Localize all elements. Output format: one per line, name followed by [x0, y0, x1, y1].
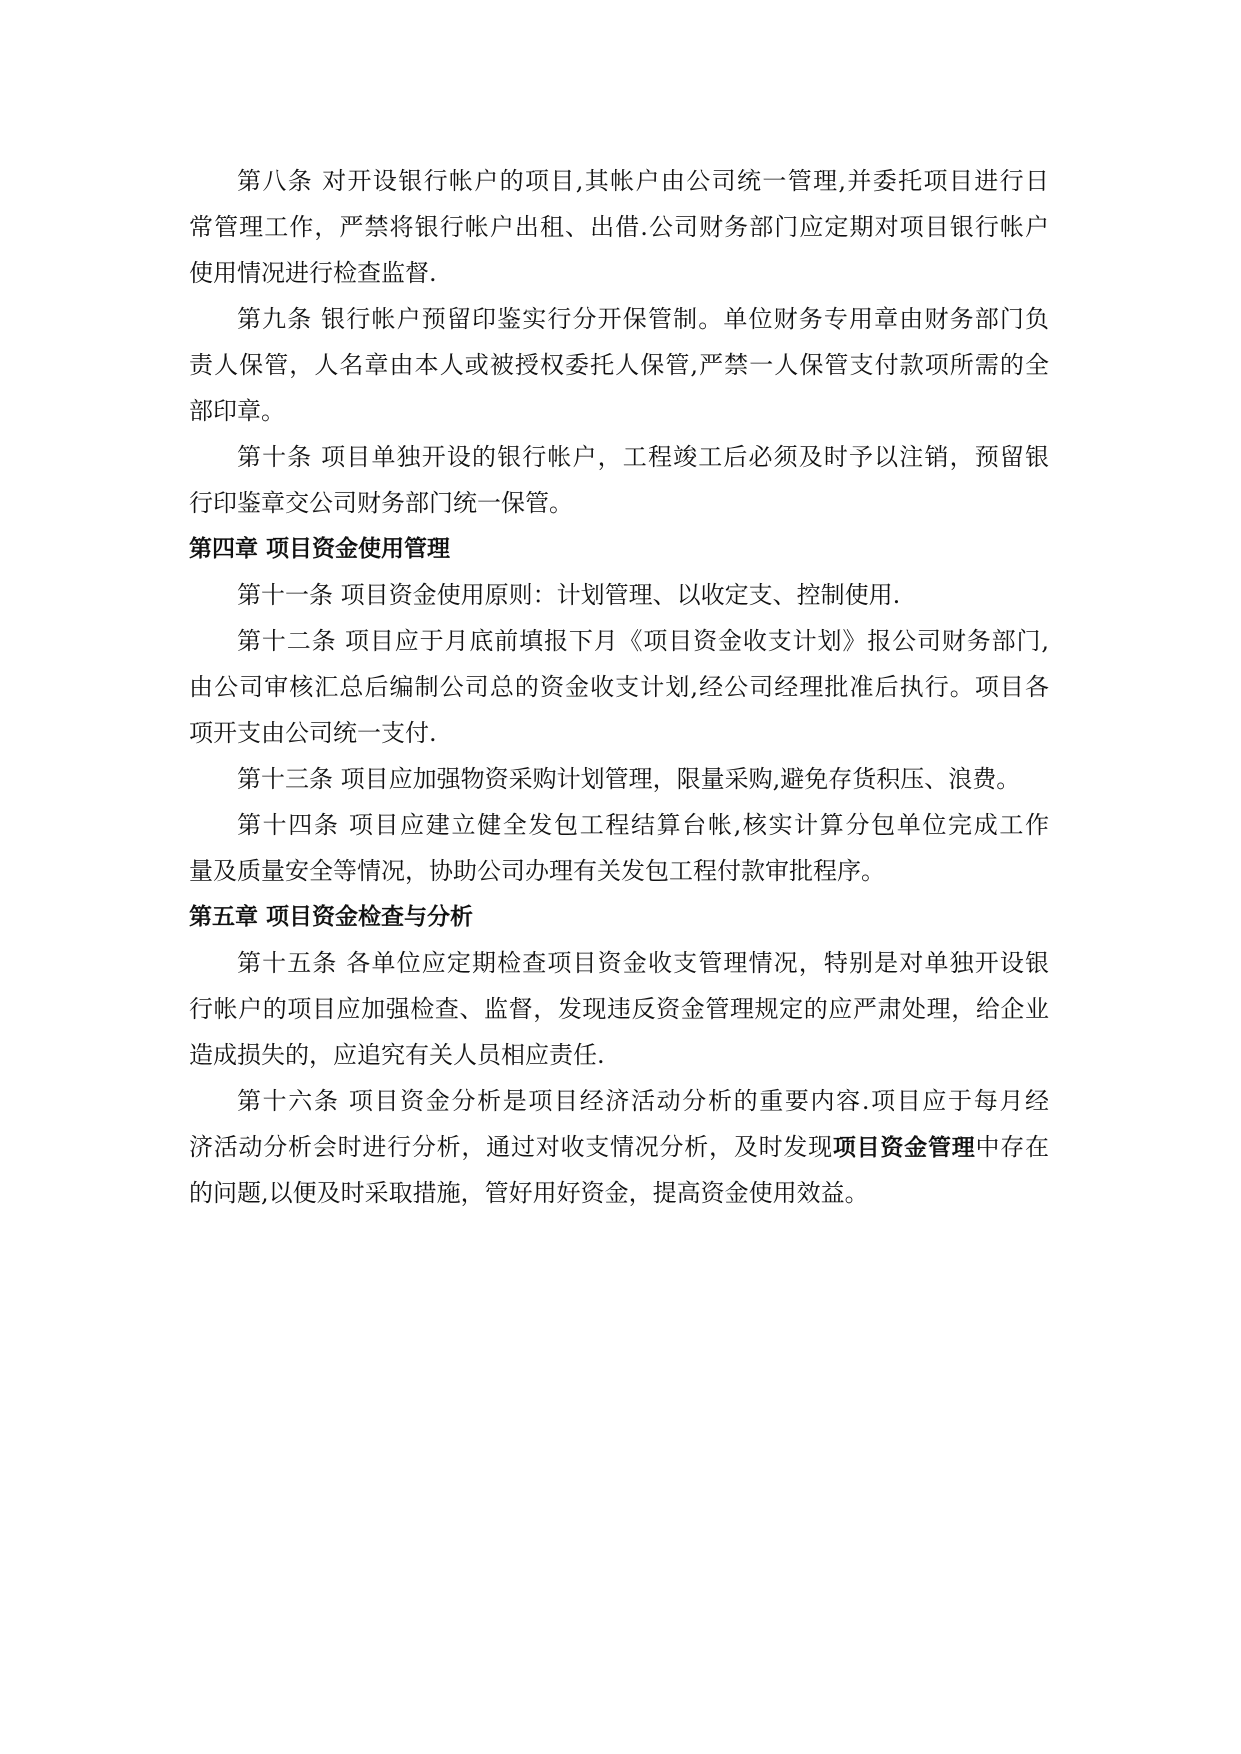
article-16-line-2-text-before: 济活动分析会时进行分析，通过对收支情况分析，及时发现: [189, 1133, 833, 1161]
article-16-line-3: 的问题,以便及时采取措施，管好用好资金，提高资金使用效益。: [189, 1179, 869, 1207]
article-16-line-1: 第十六条 项目资金分析是项目经济活动分析的重要内容.项目应于每月经: [237, 1087, 1049, 1115]
article-16-bold-term: 项目资金管理: [832, 1135, 976, 1161]
article-16: [189, 1078, 1049, 1216]
article-12-line-2: 由公司审核汇总后编制公司总的资金收支计划,经公司经理批准后执行。项目各: [189, 673, 1049, 701]
article-9-line-1: 第九条 银行帐户预留印鉴实行分开保管制。单位财务专用章由财务部门负: [237, 305, 1049, 333]
article-8-line-2: 常管理工作，严禁将银行帐户出租、出借.公司财务部门应定期对项目银行帐户: [189, 213, 1049, 241]
article-12-line-1: 第十二条 项目应于月底前填报下月《项目资金收支计划》报公司财务部门,: [237, 627, 1049, 655]
article-15: [189, 940, 1049, 1078]
chapter-5-heading: 第五章 项目资金检查与分析: [189, 904, 474, 930]
article-15-line-1: 第十五条 各单位应定期检查项目资金收支管理情况，特别是对单独开设银: [237, 949, 1049, 977]
chapter-4-heading: 第四章 项目资金使用管理: [189, 536, 451, 562]
article-11: [189, 572, 1049, 618]
article-16-line-2-text-after: 中存在: [975, 1133, 1050, 1161]
article-10-line-1: 第十条 项目单独开设的银行帐户，工程竣工后必须及时予以注销，预留银: [237, 443, 1049, 471]
article-13-line-1: 第十三条 项目应加强物资采购计划管理，限量采购,避免存货积压、浪费。: [237, 765, 1021, 793]
document-body: [189, 158, 1049, 1216]
article-15-line-3: 造成损失的，应追究有关人员相应责任.: [189, 1041, 605, 1069]
article-8: [189, 158, 1049, 296]
article-10: [189, 434, 1049, 526]
article-8-line-1: 第八条 对开设银行帐户的项目,其帐户由公司统一管理,并委托项目进行日: [237, 167, 1049, 195]
article-9-line-2: 责人保管，人名章由本人或被授权委托人保管,严禁一人保管支付款项所需的全: [189, 351, 1049, 379]
article-14-line-1: 第十四条 项目应建立健全发包工程结算台帐,核实计算分包单位完成工作: [237, 811, 1049, 839]
article-8-line-3: 使用情况进行检查监督.: [189, 259, 437, 287]
article-12: [189, 618, 1049, 756]
article-12-line-3: 项开支由公司统一支付.: [189, 719, 437, 747]
article-14: [189, 802, 1049, 894]
article-15-line-2: 行帐户的项目应加强检查、监督，发现违反资金管理规定的应严肃处理，给企业: [189, 995, 1049, 1023]
article-9: [189, 296, 1049, 434]
article-10-line-2: 行印鉴章交公司财务部门统一保管。: [189, 489, 573, 517]
article-9-line-3: 部印章。: [189, 397, 285, 425]
article-13: [189, 756, 1049, 802]
article-16-line-2: [189, 1124, 1049, 1170]
article-14-line-2: 量及质量安全等情况，协助公司办理有关发包工程付款审批程序。: [189, 857, 885, 885]
article-11-line-1: 第十一条 项目资金使用原则：计划管理、以收定支、控制使用.: [237, 581, 901, 609]
